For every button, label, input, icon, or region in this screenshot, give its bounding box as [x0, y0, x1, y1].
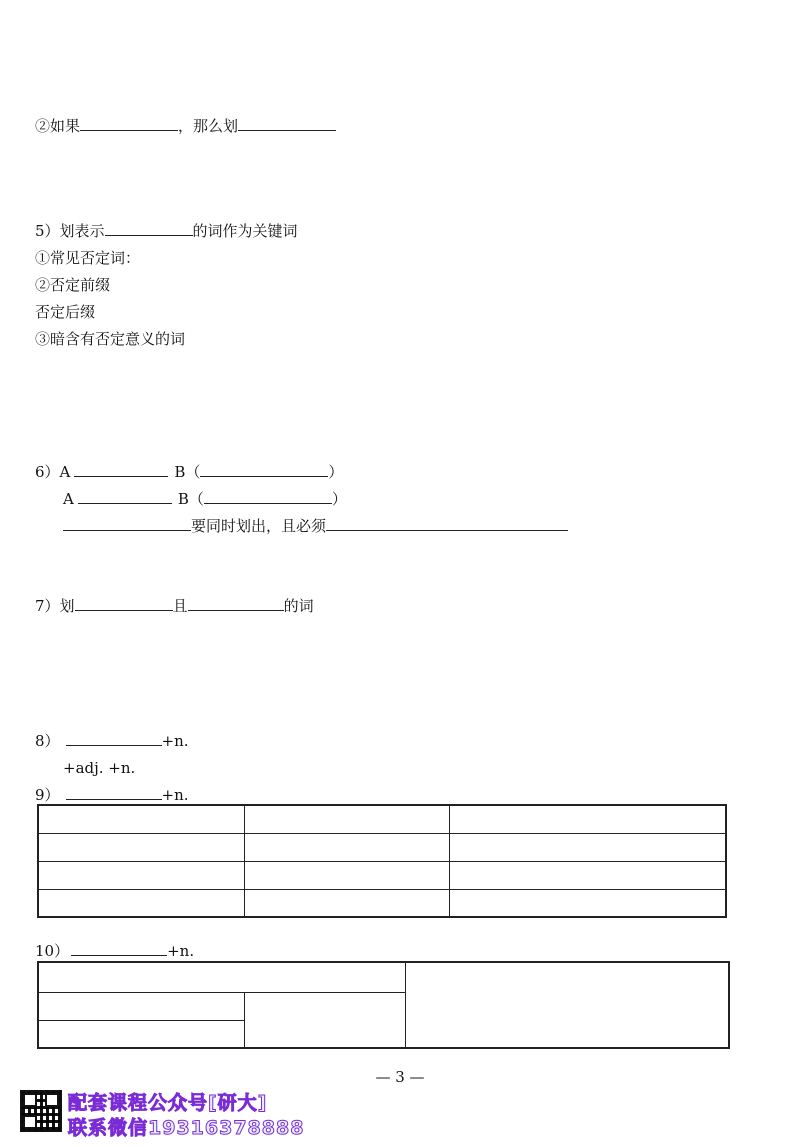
blank[interactable] [66, 785, 162, 800]
table-cell[interactable] [450, 889, 727, 917]
blank[interactable] [80, 116, 178, 131]
table-divider [38, 992, 405, 993]
table-cell[interactable] [38, 833, 245, 861]
item-8: 8） +n. [35, 732, 189, 750]
table-cell[interactable] [38, 889, 245, 917]
blank[interactable] [105, 221, 193, 236]
table-cell[interactable] [245, 833, 450, 861]
table-cell[interactable] [38, 861, 245, 889]
blank[interactable] [238, 116, 336, 131]
table-divider [405, 962, 406, 1048]
item-9: 9） +n. [35, 786, 189, 804]
item-5-2: ②否定前缀 [35, 276, 111, 294]
table-cell[interactable] [450, 861, 727, 889]
item-5-1: ①常见否定词： [35, 249, 141, 267]
blank[interactable] [200, 462, 328, 477]
blank[interactable] [74, 462, 168, 477]
table-divider [38, 1020, 245, 1021]
table-cell[interactable] [450, 805, 727, 833]
item-7: 7）划 且 的词 [35, 597, 314, 615]
item-8b: +adj. +n. [63, 759, 136, 777]
q10-table [37, 961, 730, 1049]
item-5-2b: 否定后缀 [35, 303, 96, 321]
blank[interactable] [188, 596, 284, 611]
table-cell[interactable] [38, 805, 245, 833]
blank[interactable] [326, 516, 568, 531]
item-6: 6）A B（ ） [35, 463, 344, 481]
table-cell[interactable] [245, 889, 450, 917]
item-5: 5）划表示 的词作为关键词 [35, 222, 298, 240]
blank[interactable] [204, 489, 332, 504]
item-6b: A B（ ） [63, 490, 347, 508]
item-4-2: ②如果 ，那么划 [35, 116, 336, 136]
item-5-3: ③暗含有否定意义的词 [35, 330, 186, 348]
qr-code-icon [20, 1090, 62, 1132]
blank[interactable] [63, 516, 191, 531]
watermark-line-2: 联系微信19316378888 [68, 1117, 305, 1139]
blank[interactable] [66, 731, 162, 746]
blank[interactable] [78, 489, 172, 504]
q9-table [37, 804, 727, 918]
table-cell[interactable] [245, 805, 450, 833]
blank[interactable] [75, 596, 173, 611]
watermark-line-1: 配套课程公众号[研大] [68, 1092, 268, 1114]
item-6c: 要同时划出，且必须 [63, 516, 568, 536]
table-cell[interactable] [245, 861, 450, 889]
item-10: 10） +n. [35, 942, 195, 960]
table-cell[interactable] [450, 833, 727, 861]
page-number: — 3 — [375, 1068, 425, 1086]
blank[interactable] [71, 941, 167, 956]
